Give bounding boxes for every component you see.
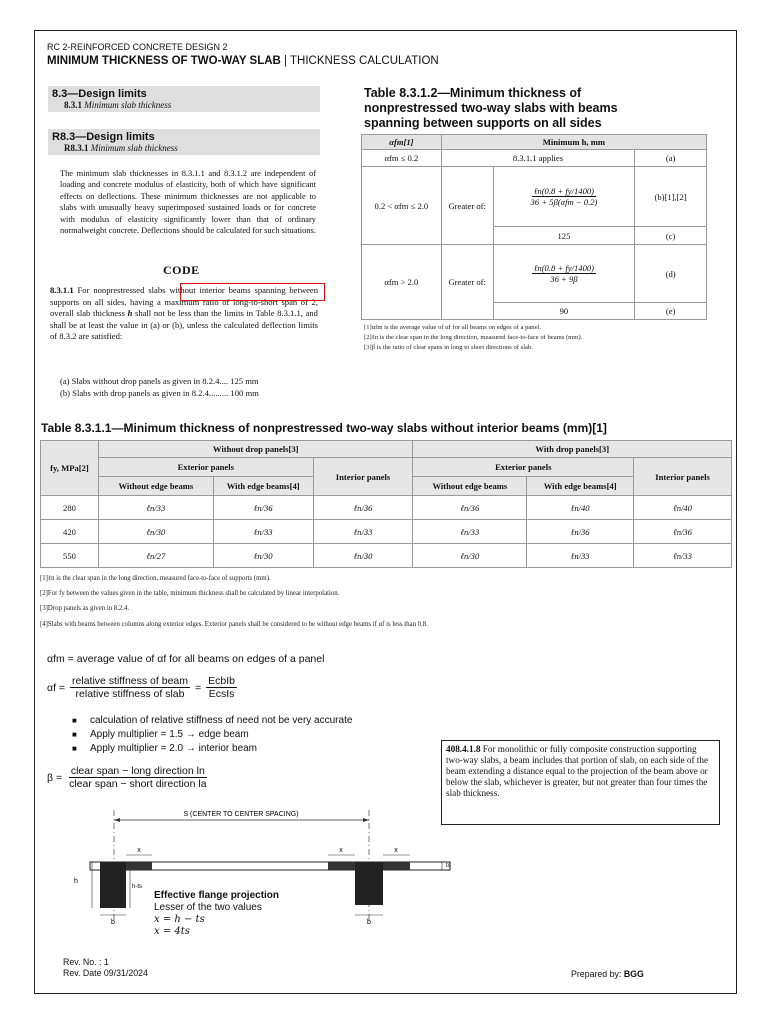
revision-info bbox=[63, 957, 148, 979]
alpha-f-formula bbox=[47, 675, 237, 700]
section-subheading bbox=[64, 143, 178, 153]
revision-date: Rev. Date 09/31/2024 bbox=[63, 968, 148, 978]
table-cell: 8.3.1.1 applies bbox=[441, 150, 634, 167]
footnote: [2]For fy between the values given in the table, minimum thickness shall be calculated by linear interpolation. bbox=[40, 590, 340, 598]
formula-denominator: EcsIs bbox=[208, 688, 235, 700]
flange-x-label: x bbox=[339, 847, 343, 854]
footnote: [3]β is the ratio of clear spans in long to short directions of slab. bbox=[364, 343, 533, 351]
table-8-3-1-2-footnotes bbox=[364, 323, 582, 352]
subsection-number: R8.3.1 bbox=[64, 143, 89, 153]
height-label: h bbox=[74, 878, 78, 885]
limit-item-a: (a) Slabs without drop panels as given in 8.2.4.... 125 mm bbox=[60, 376, 259, 386]
list-item: ■ calculation of relative stiffness αf need not be very accurate bbox=[72, 715, 353, 726]
section-heading-text: R8.3—Design limits bbox=[52, 131, 155, 143]
slab-thickness-label: ts bbox=[446, 863, 451, 869]
code-section-heading bbox=[48, 86, 320, 112]
list-item: ■ Apply multiplier = 1.5 → edge beam bbox=[72, 729, 249, 740]
interior-beam bbox=[355, 862, 383, 905]
formula-denominator: clear span − short direction la bbox=[69, 778, 207, 790]
table-cell: ℓn/30 bbox=[313, 544, 413, 568]
formula-numerator: relative stiffness of beam bbox=[72, 675, 188, 687]
table-cell: ℓn/30 bbox=[413, 544, 527, 568]
course-title: RC 2-REINFORCED CONCRETE DESIGN 2 bbox=[47, 42, 228, 52]
commentary-section-heading bbox=[48, 129, 320, 155]
table-cell: Greater of: bbox=[441, 245, 493, 320]
prepared-by bbox=[571, 969, 644, 979]
subsection-number: 8.3.1 bbox=[64, 100, 82, 110]
table-cell: ℓn/33 bbox=[98, 496, 213, 520]
table-cell: ℓn/27 bbox=[98, 544, 213, 568]
footnote: [3]Drop panels as given in 8.2.4. bbox=[40, 605, 130, 613]
table-cell: 90 bbox=[493, 303, 635, 320]
note-title: Effective flange projection bbox=[154, 890, 280, 901]
table-cell: (a) bbox=[635, 150, 707, 167]
alpha-fm-definition: αfm = average value of αf for all beams on edges of a panel bbox=[47, 653, 325, 665]
title-subtitle: THICKNESS CALCULATION bbox=[290, 55, 439, 67]
table-header-cell: Minimum h, mm bbox=[441, 135, 706, 150]
beta-formula bbox=[47, 765, 209, 790]
note-subtitle: Lesser of the two values bbox=[154, 902, 262, 913]
table-cell: 550 bbox=[41, 544, 99, 568]
provision-text-post2: shall not be less than the limits in Table 8.3.1.1, and shall be at least the value in (a) or (b), unless the calculated deflection limits of 8.3.2 are satisfied: bbox=[50, 308, 318, 342]
thickness-limits-list bbox=[60, 375, 259, 399]
document-title bbox=[47, 55, 439, 67]
formula-lhs: β = bbox=[47, 771, 63, 784]
title-main: MINIMUM THICKNESS OF TWO-WAY SLAB bbox=[47, 55, 281, 67]
table-8-3-1-2 bbox=[361, 134, 707, 320]
subsection-title: Minimum slab thickness bbox=[90, 143, 178, 153]
table-header-cell: Without edge beams bbox=[413, 477, 527, 496]
equation: x = 4ts bbox=[154, 926, 190, 937]
effective-flange-left bbox=[126, 862, 152, 870]
table-header-cell: Without drop panels[3] bbox=[98, 441, 413, 458]
footnote: [4]Slabs with beams between columns along exterior edges. Exterior panels shall be considered to be without edge beams if αf is less than 0.8. bbox=[40, 620, 428, 628]
table-cell-formula: $\frac{\text{ℓn(0.8 + fy/1400)}}{36 + 9\beta}$ bbox=[493, 245, 635, 303]
footnote: [2]ℓn is the clear span in the long direction, measured face-to-face of beams (mm). bbox=[364, 333, 583, 341]
table-cell: ℓn/30 bbox=[213, 544, 313, 568]
table-cell: ℓn/36 bbox=[527, 520, 634, 544]
flange-x-label: x bbox=[137, 847, 141, 854]
table-header-cell: Exterior panels bbox=[98, 458, 313, 477]
section-heading-text: 8.3—Design limits bbox=[52, 88, 147, 100]
equation: x = h − ts bbox=[154, 914, 205, 925]
table-cell: ℓn/33 bbox=[527, 544, 634, 568]
provision-h-symbol: h bbox=[127, 308, 133, 319]
table-header-cell: With drop panels[3] bbox=[413, 441, 732, 458]
formula-lhs: αf = bbox=[47, 681, 66, 694]
width-label: b bbox=[367, 919, 371, 926]
table-header-cell: With edge beams[4] bbox=[527, 477, 634, 496]
table-cell: 280 bbox=[41, 496, 99, 520]
web-depth-label: h-ts bbox=[132, 884, 143, 890]
prepared-by-name: BGG bbox=[623, 969, 644, 979]
table-row bbox=[41, 544, 732, 568]
table-8-3-1-1 bbox=[40, 440, 732, 568]
edge-beam bbox=[100, 862, 126, 908]
table-cell: ℓn/30 bbox=[98, 520, 213, 544]
table-header-cell: Exterior panels bbox=[413, 458, 634, 477]
code-label: CODE bbox=[163, 263, 200, 277]
table-cell: ℓn/36 bbox=[634, 520, 732, 544]
formula-denominator: relative stiffness of slab bbox=[75, 688, 185, 700]
effective-flange-a bbox=[328, 862, 355, 870]
section-subheading bbox=[64, 100, 171, 110]
revision-number: Rev. No. : 1 bbox=[63, 957, 109, 967]
highlight-box bbox=[180, 283, 325, 301]
table-cell: ℓn/40 bbox=[634, 496, 732, 520]
table-cell: (c) bbox=[635, 227, 707, 245]
table-header-cell: Interior panels bbox=[634, 458, 732, 496]
effective-flange-note bbox=[154, 890, 279, 938]
list-item: ■ Apply multiplier = 2.0 → interior beam bbox=[72, 743, 258, 754]
table-8-3-1-2-title: Table 8.3.1.2—Minimum thickness of nonprestressed two-way slabs with beams spanning between supports on all sides bbox=[364, 86, 618, 130]
commentary-paragraph: The minimum slab thicknesses in 8.3.1.1 and 8.3.1.2 are independent of loading and concrete modulus of elasticity, both of which have significant effects on deflections. These minimum thicknesses are not applicable to slabs with unusually heavy superimposed sustained loads or for concrete with modulus of elasticity significantly lower than that of ordinary normalweight concrete. Deflections should be calculated for such situations. bbox=[60, 169, 316, 236]
table-cell: ℓn/33 bbox=[413, 520, 527, 544]
title-separator: | bbox=[280, 55, 291, 67]
limit-item-b: (b) Slabs with drop panels as given in 8.2.4......... 100 mm bbox=[60, 388, 259, 398]
table-row bbox=[41, 520, 732, 544]
table-cell: (e) bbox=[635, 303, 707, 320]
provision-text-pre: For nonprestressed bbox=[77, 285, 145, 295]
table-cell: αfm > 2.0 bbox=[362, 245, 442, 320]
table-8-3-1-1-title: Table 8.3.1.1—Minimum thickness of nonprestressed two-way slabs without interior beams (mm)[1] bbox=[41, 421, 607, 435]
table-cell: ℓn/33 bbox=[313, 520, 413, 544]
table-cell: αfm ≤ 0.2 bbox=[362, 150, 442, 167]
effective-flange-b bbox=[383, 862, 410, 870]
table-cell: ℓn/33 bbox=[634, 544, 732, 568]
table-cell: (b)[1],[2] bbox=[635, 167, 707, 227]
width-label: b bbox=[111, 919, 115, 926]
table-cell: ℓn/36 bbox=[413, 496, 527, 520]
provision-number: 8.3.1.1 bbox=[50, 285, 74, 295]
table-header-cell: αfm[1] bbox=[362, 135, 442, 150]
provision-text: For monolithic or fully composite construction supporting two-way slabs, a beam includes that portion of slab, on each side of the beam extending a distance equal to the projection of the beam above or below the slab, whichever is greater, but not greater than four times the slab thickness. bbox=[446, 744, 709, 798]
footnote: [1]ℓn is the clear span in the long direction, measured face-to-face of supports (mm). bbox=[40, 575, 271, 582]
table-header-cell: Interior panels bbox=[313, 458, 413, 496]
provision-highlight: slabs without interior beams bbox=[148, 285, 251, 295]
formula-numerator: EcbIb bbox=[208, 675, 235, 687]
stiffness-notes-list bbox=[72, 714, 352, 756]
subsection-title: Minimum slab thickness bbox=[84, 100, 172, 110]
table-cell-formula: $\frac{\text{ℓn(0.8 + fy/1400)}}{\text{36 + 5β(αfm − 0.2)}}$ bbox=[493, 167, 635, 227]
table-cell: 420 bbox=[41, 520, 99, 544]
table-header-cell: fy, MPa[2] bbox=[41, 441, 99, 496]
formula-numerator: clear span − long direction ln bbox=[70, 765, 205, 777]
table-cell: ℓn/33 bbox=[213, 520, 313, 544]
table-header-cell: With edge beams[4] bbox=[213, 477, 313, 496]
table-cell: 0.2 < αfm ≤ 2.0 bbox=[362, 167, 442, 245]
table-header-cell: Without edge beams bbox=[98, 477, 213, 496]
formula-equals: = bbox=[195, 681, 202, 694]
prepared-by-label: Prepared by: bbox=[571, 969, 624, 979]
footnote: [1]αfm is the average value of αf for all beams on edges of a panel. bbox=[364, 324, 541, 331]
table-cell: ℓn/36 bbox=[313, 496, 413, 520]
table-8-3-1-1-footnotes bbox=[40, 571, 428, 632]
table-cell: (d) bbox=[635, 245, 707, 303]
flange-x-label: x bbox=[394, 847, 398, 854]
nscp-408-4-1-8-box bbox=[441, 740, 720, 825]
spacing-label: S (CENTER TO CENTER SPACING) bbox=[183, 811, 299, 818]
table-cell: ℓn/40 bbox=[527, 496, 634, 520]
table-cell: ℓn/36 bbox=[213, 496, 313, 520]
provision-text-post: spanning between supports on all sides, having a maximum ratio of long-to-short span of 2, overall slab thickness bbox=[50, 285, 318, 319]
provision-number: 408.4.1.8 bbox=[446, 744, 481, 754]
table-cell: 125 bbox=[493, 227, 635, 245]
table-row bbox=[41, 496, 732, 520]
table-cell: Greater of: bbox=[441, 167, 493, 245]
